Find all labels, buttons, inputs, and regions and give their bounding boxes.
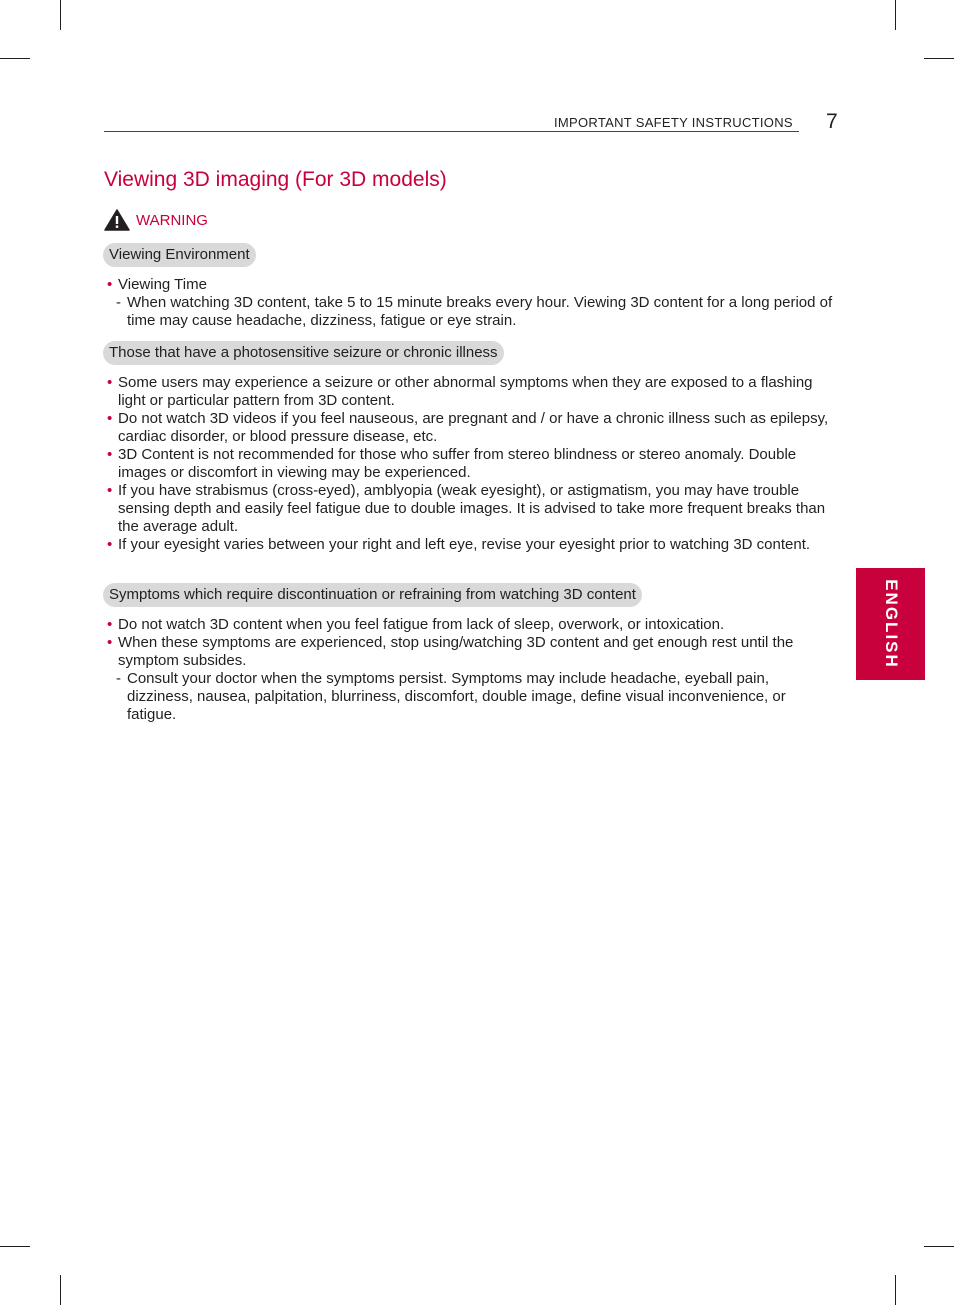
crop-mark	[0, 58, 30, 59]
crop-mark	[895, 0, 896, 30]
list-item-text: Viewing Time	[118, 276, 207, 293]
list-item-text: When these symptoms are experienced, stop using/watching 3D content and get enough rest until the symptom subsides.	[118, 634, 794, 669]
list-item	[104, 374, 834, 410]
sub-item-text: When watching 3D content, take 5 to 15 minute breaks every hour. Viewing 3D content for a long period of time may cause headache, dizziness, fatigue or eye strain.	[127, 294, 833, 329]
crop-mark	[60, 1275, 61, 1305]
subsection-heading-photosensitive: Those that have a photosensitive seizure or chronic illness	[103, 341, 504, 365]
page-number: 7	[826, 110, 838, 133]
running-header: IMPORTANT SAFETY INSTRUCTIONS	[554, 115, 793, 130]
language-tab-label: ENGLISH	[881, 579, 901, 669]
list-item	[104, 482, 834, 536]
list-item	[104, 446, 834, 482]
bullet-icon: •	[107, 410, 113, 427]
list-item	[104, 276, 834, 294]
warning-label: WARNING	[136, 211, 208, 229]
list-item-text: Do not watch 3D videos if you feel nauseous, are pregnant and / or have a chronic illness such as epilepsy, cardiac disorder, or blood pressure disease, etc.	[118, 410, 829, 445]
list-item-text: If you have strabismus (cross-eyed), amblyopia (weak eyesight), or astigmatism, you may have trouble sensing depth and easily feel fatigue due to double images. It is advised to take more frequent breaks than the average adult.	[118, 482, 826, 535]
warning-heading	[104, 208, 208, 232]
list-item	[104, 410, 834, 446]
sub-item	[104, 670, 834, 724]
subsection-heading-symptoms: Symptoms which require discontinuation or refraining from watching 3D content	[103, 583, 642, 607]
dash-icon: -	[116, 294, 121, 311]
crop-mark	[924, 1246, 954, 1247]
symptoms-list	[104, 616, 834, 724]
list-item-text: 3D Content is not recommended for those who suffer from stereo blindness or stereo anomaly. Double images or discomfort in viewing may be experienced.	[118, 446, 797, 481]
section-title: Viewing 3D imaging (For 3D models)	[104, 168, 447, 191]
list-item	[104, 536, 834, 554]
crop-mark	[0, 1246, 30, 1247]
crop-mark	[895, 1275, 896, 1305]
sub-item-text: Consult your doctor when the symptoms persist. Symptoms may include headache, eyeball pain, dizziness, nausea, palpitation, blurriness, discomfort, double image, define visual inconvenience, or fatigue.	[127, 670, 786, 723]
language-tab	[856, 568, 925, 680]
list-item	[104, 634, 834, 670]
list-item-text: Do not watch 3D content when you feel fatigue from lack of sleep, overwork, or intoxication.	[118, 616, 725, 633]
photosensitive-list	[104, 374, 834, 554]
bullet-icon: •	[107, 634, 113, 651]
bullet-icon: •	[107, 482, 113, 499]
list-item	[104, 616, 834, 634]
dash-icon: -	[116, 670, 121, 687]
bullet-icon: •	[107, 374, 113, 391]
bullet-icon: •	[107, 616, 113, 633]
bullet-icon: •	[107, 446, 113, 463]
warning-triangle-icon	[104, 209, 130, 231]
subsection-heading-viewing-environment: Viewing Environment	[103, 243, 256, 267]
crop-mark	[60, 0, 61, 30]
bullet-icon: •	[107, 536, 113, 553]
list-item-text: If your eyesight varies between your right and left eye, revise your eyesight prior to watching 3D content.	[118, 536, 811, 553]
crop-mark	[924, 58, 954, 59]
list-item-text: Some users may experience a seizure or other abnormal symptoms when they are exposed to a flashing light or particular pattern from 3D content.	[118, 374, 813, 409]
bullet-icon: •	[107, 276, 113, 293]
header-rule	[104, 131, 799, 132]
sub-item	[104, 294, 834, 330]
viewing-environment-list	[104, 276, 834, 330]
